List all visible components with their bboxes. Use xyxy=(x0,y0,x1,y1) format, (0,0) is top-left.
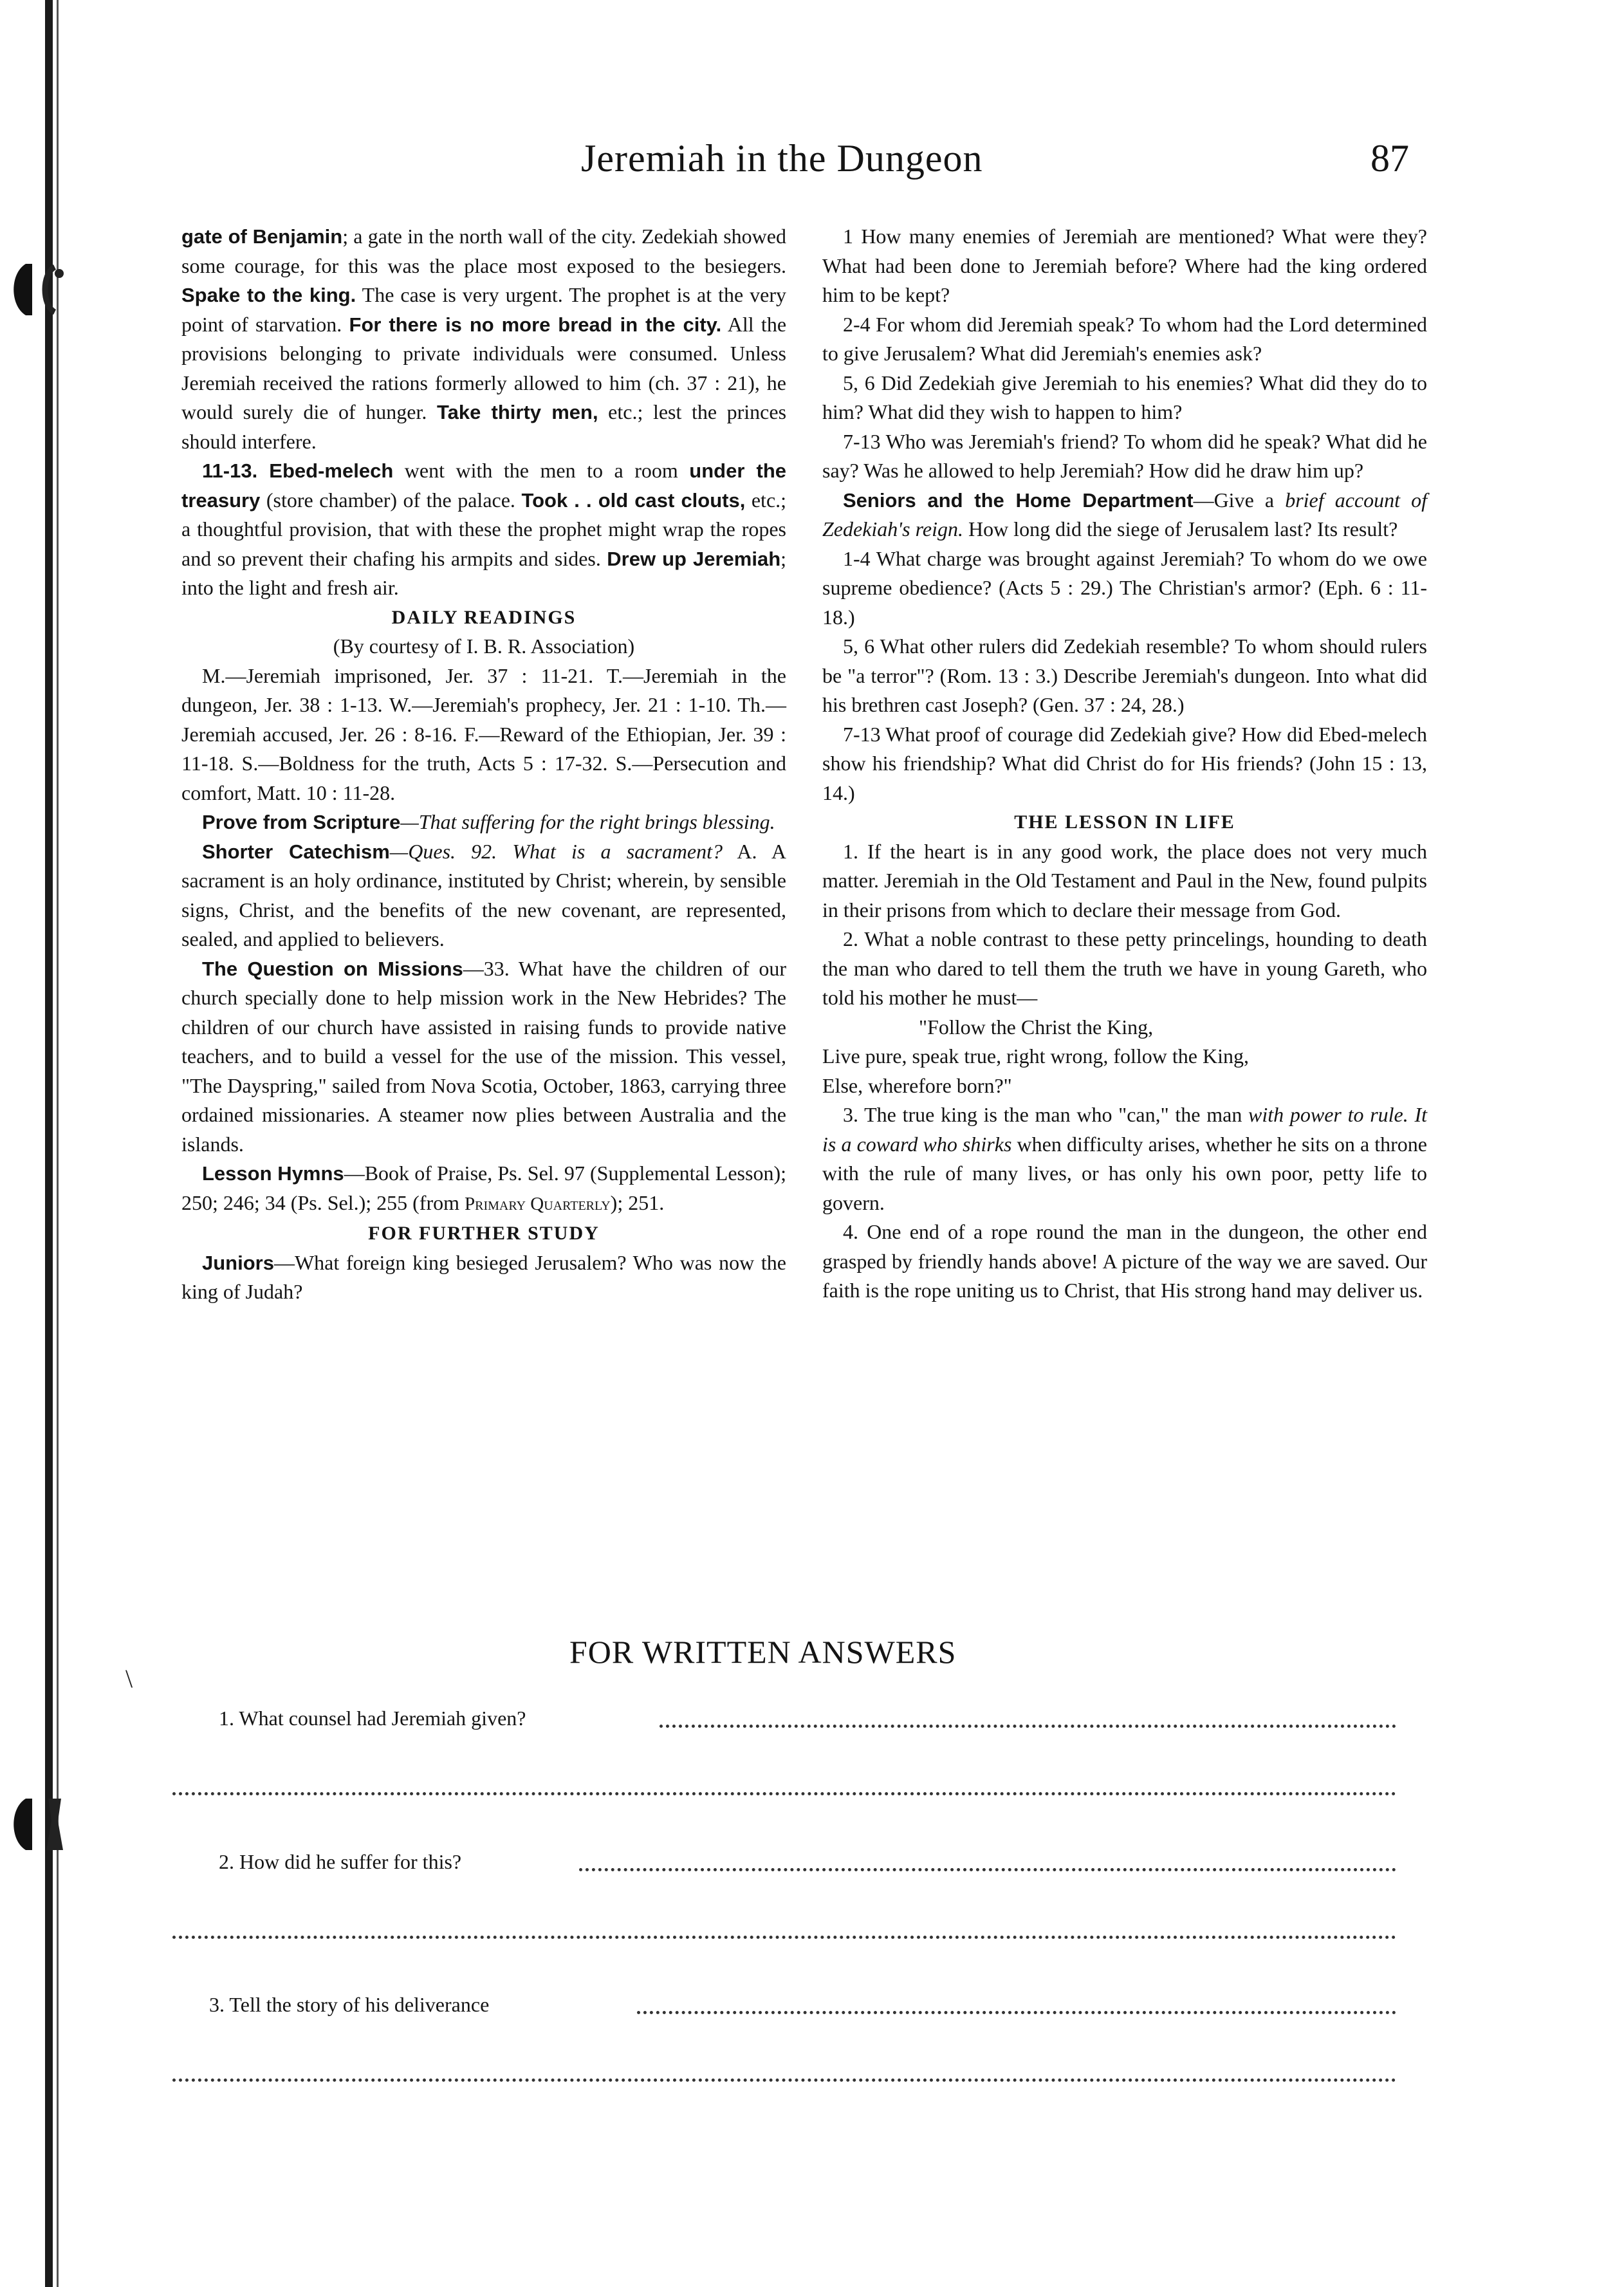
keyword: For there is no more bread in the city. xyxy=(349,313,722,336)
paragraph xyxy=(181,1248,786,1307)
poem-line: "Follow the Christ the King, xyxy=(919,1015,1154,1039)
right-column xyxy=(822,222,1427,1306)
text: All the provisions belonging to private individuals were consumed. Unless Jeremiah received the rations formerly allowed to him (ch. 37 : 21), he would surely die of hunger. xyxy=(181,312,787,423)
keyword: Took . . old cast clouts, xyxy=(521,488,746,512)
question-group: 1 How many enemies of Jeremiah are mentioned? What were they? What had been done to Jeremiah before? Where had the king ordered him to be kept? xyxy=(822,225,1427,306)
written-question: 3. Tell the story of his deliverance xyxy=(209,1993,490,2016)
paragraph xyxy=(181,222,786,456)
text: —Give a xyxy=(1193,488,1275,512)
answer-line[interactable] xyxy=(172,2079,1396,2082)
keyword: The Question on Missions xyxy=(202,957,463,980)
answer-line[interactable] xyxy=(172,1936,1396,1939)
section-heading: DAILY READINGS xyxy=(391,606,577,628)
lesson-point: 2. What a noble contrast to these petty princelings, hounding to death the man who dared to tell them the truth we have in young Gareth, who told his mother he must— xyxy=(822,927,1427,1009)
text: —That suffering for the right brings blessing. xyxy=(400,810,775,833)
written-answers-title: FOR WRITTEN ANSWERS xyxy=(569,1634,957,1670)
text: etc.; a thoughtful provision, that with these the prophet might wrap the ropes and so prevent their chafing his armpits and sides. xyxy=(181,488,787,570)
courtesy-line: (By courtesy of I. B. R. Association) xyxy=(333,634,635,658)
text: brief account of Zedekiah's reign. xyxy=(822,488,1428,541)
lesson-point: 1. If the heart is in any good work, the place does not very much matter. Jeremiah in the Old Testament and Paul in the New, found pulpits in their prisons from which to declare their message from God. xyxy=(822,839,1427,921)
text: —What foreign king besieged Jerusalem? Who was now the king of Judah? xyxy=(181,1250,786,1303)
text: 3. The true king is the man who "can," the man xyxy=(843,1103,1242,1126)
text: with power to rule. It is a coward who shirks xyxy=(822,1103,1428,1156)
text: etc.; lest the princes should interfere. xyxy=(181,400,787,453)
text: ; into the light and fresh air. xyxy=(181,546,787,599)
stray-mark: \ xyxy=(125,1664,133,1693)
question-group: 7-13 What proof of courage did Zedekiah give? How did Ebed-melech show his friendship? What did Christ do for His friends? (John 15 : 13, 14.) xyxy=(822,722,1427,804)
text: How long did the siege of Jerusalem last? Its result? xyxy=(968,517,1398,541)
keyword: 11-13. Ebed-melech xyxy=(202,459,394,482)
paragraph xyxy=(181,456,786,603)
running-title: Jeremiah in the Dungeon xyxy=(581,137,983,180)
keyword: Drew up Jeremiah xyxy=(607,547,781,570)
text: A. A sacrament is an holy ordinance, instituted by Christ; wherein, by sensible signs, Christ, and the benefits of the new covenant, are represented, sealed, and applied to believers. xyxy=(181,839,786,950)
answer-line[interactable] xyxy=(660,1725,1396,1728)
text: (store chamber) of the palace. xyxy=(266,488,515,512)
page-header xyxy=(0,136,1624,194)
binder-clip-icon xyxy=(6,1789,77,1860)
keyword: gate of Benjamin xyxy=(181,225,343,248)
paragraph xyxy=(822,486,1427,544)
section-heading: FOR FURTHER STUDY xyxy=(368,1223,600,1244)
keyword: under the treasury xyxy=(181,459,787,512)
text: Primary Quarterly xyxy=(464,1193,611,1214)
page-number: 87 xyxy=(1370,137,1409,180)
keyword: Shorter Catechism xyxy=(202,840,390,863)
text: —Ques. 92. What is a sacrament? xyxy=(389,839,723,863)
question-group: 2-4 For whom did Jeremiah speak? To whom had the Lord determined to give Jerusalem? What did Jeremiah's enemies ask? xyxy=(822,312,1427,365)
section-heading: THE LESSON IN LIFE xyxy=(1014,811,1235,833)
lesson-point xyxy=(822,1100,1427,1218)
text: ; a gate in the north wall of the city. Zedekiah showed some courage, for this was the place most exposed to the besiegers. xyxy=(181,225,786,277)
binding-edge xyxy=(45,0,53,2287)
daily-readings: M.—Jeremiah imprisoned, Jer. 37 : 11-21. T.—Jeremiah in the dungeon, Jer. 38 : 1-13. W.—Jeremiah's prophecy, Jer. 21 : 1-10. Th.—Jeremiah accused, Jer. 26 : 8-16. F.—Reward of the Ethiopian, Jer. 39 : 11-18. S.—Boldness for the truth, Acts 5 : 17-32. S.—Persecution and comfort, Matt. 10 : 11-28. xyxy=(181,663,786,804)
text: The case is very urgent. The prophet is at the very point of starvation. xyxy=(181,283,787,336)
paragraph xyxy=(181,1159,786,1219)
text: when difficulty arises, whether he sits on a throne with the rule of many lives, or has only his own poor, petty life to govern. xyxy=(822,1132,1428,1214)
lesson-point: 4. One end of a rope round the man in the dungeon, the other end grasped by friendly hands above! A picture of the way we are saved. Our faith is the rope uniting us to Christ, that His strong hand may deliver us. xyxy=(822,1220,1427,1302)
text: —33. What have the children of our church specially done to help mission work in the New Hebrides? The children of our church have assisted in raising funds to provide native teachers, and to build a vessel for the use of the mission. This vessel, "The Dayspring," sailed from Nova Scotia, October, 1863, carrying three ordained missionaries. A steamer now plies between Australia and the islands. xyxy=(181,956,786,1156)
keyword: Take thirty men, xyxy=(436,401,598,423)
question-group: 5, 6 Did Zedekiah give Jeremiah to his enemies? What did they do to him? What did they wish to happen to him? xyxy=(822,371,1427,423)
text: went with the men to a room xyxy=(404,459,678,482)
written-question: 2. How did he suffer for this? xyxy=(219,1850,462,1873)
left-column xyxy=(181,222,786,1307)
binder-clip-icon xyxy=(6,254,77,325)
keyword: Seniors and the Home Department xyxy=(843,488,1194,512)
question-group: 1-4 What charge was brought against Jeremiah? To whom do we owe supreme obedience? (Acts 5 : 29.) The Christian's armor? (Eph. 6 : 11-18.) xyxy=(822,546,1427,629)
keyword: Prove from Scripture xyxy=(202,811,401,833)
paragraph xyxy=(181,808,786,837)
answer-line[interactable] xyxy=(637,2011,1396,2014)
poem-line: Live pure, speak true, right wrong, follow the King, xyxy=(822,1044,1249,1068)
paragraph xyxy=(181,954,786,1160)
keyword: Lesson Hymns xyxy=(202,1162,344,1185)
keyword: Juniors xyxy=(202,1251,274,1274)
poem-line: Else, wherefore born?" xyxy=(822,1073,1012,1097)
binding-edge-shadow xyxy=(57,0,59,2287)
keyword: Spake to the king. xyxy=(181,284,356,306)
answer-line[interactable] xyxy=(579,1868,1396,1871)
written-question: 1. What counsel had Jeremiah given? xyxy=(219,1707,526,1730)
question-group: 5, 6 What other rulers did Zedekiah resemble? To whom should rulers be "a terror"? (Rom. 13 : 3.) Describe Jeremiah's dungeon. Into what did his brethren cast Joseph? (Gen. 37 : 24, 28.) xyxy=(822,634,1427,716)
paragraph xyxy=(181,837,786,954)
text: —Book of Praise, Ps. Sel. 97 (Supplemental Lesson); 250; 246; 34 (Ps. Sel.); 255 (from xyxy=(181,1162,787,1214)
question-group: 7-13 Who was Jeremiah's friend? To whom did he speak? What did he say? Was he allowed to help Jeremiah? How did he draw him up? xyxy=(822,429,1427,482)
answer-line[interactable] xyxy=(172,1792,1396,1795)
text: ); 251. xyxy=(610,1190,665,1214)
